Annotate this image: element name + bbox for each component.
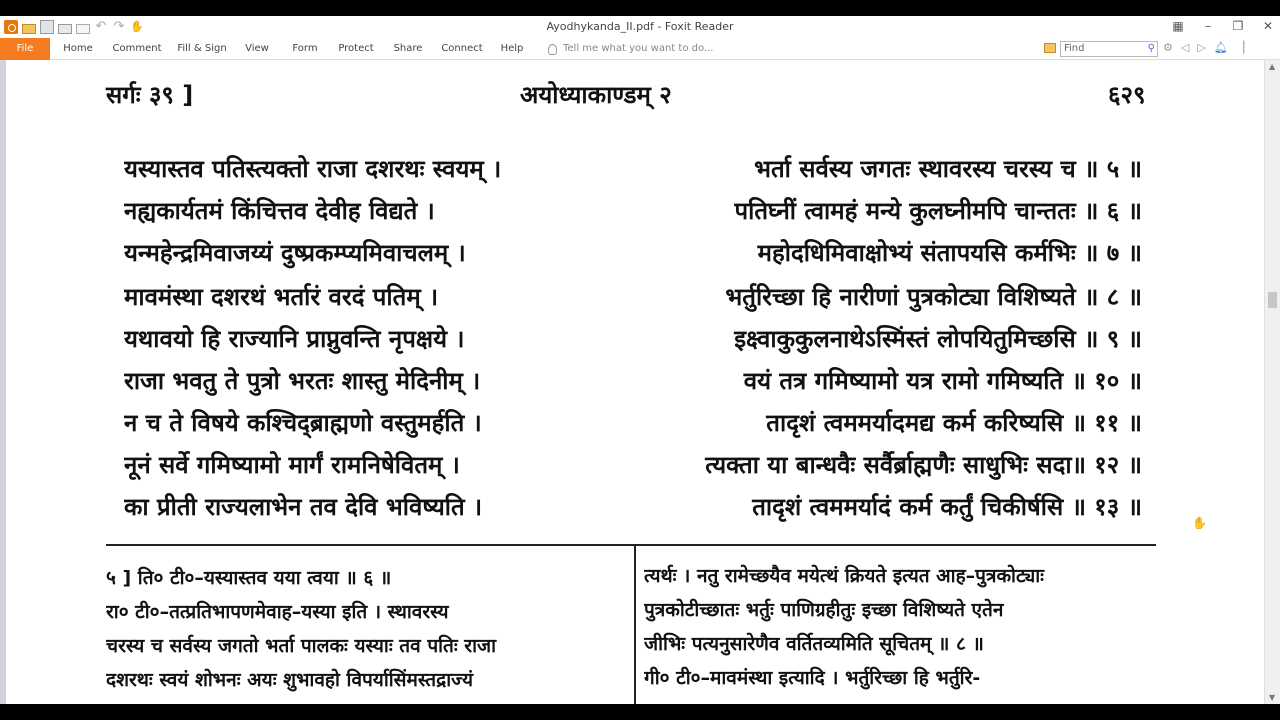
- verse-first-half: का प्रीती राज्यलाभेन तव देवि भविष्यति ।: [124, 493, 483, 521]
- title-bar: [0, 16, 1280, 38]
- lightbulb-icon: [548, 44, 557, 55]
- restore-button[interactable]: ❐: [1232, 19, 1244, 33]
- verse-row: [124, 322, 1142, 360]
- hand-cursor-icon: ✋: [1192, 516, 1207, 530]
- gear-icon[interactable]: ⚙: [1163, 41, 1173, 54]
- scrollbar-thumb[interactable]: [1268, 292, 1277, 308]
- tab-form[interactable]: Form: [292, 43, 318, 54]
- verse-second-half: महोदधिमिवाक्षोभ्यं संतापयसि कर्मभिः ॥ ७ ॥: [757, 239, 1142, 267]
- verse-second-half: भर्तुरिच्छा हि नारीणां पुत्रकोट्या विशिष्यते ॥ ८ ॥: [725, 283, 1142, 311]
- commentary-right-line: त्यर्थः । नतु रामेच्छयैव मयेत्थं क्रियते इत्यत आह–पुत्रकोट्याः: [644, 565, 1045, 587]
- previous-icon[interactable]: ◁: [1180, 41, 1190, 54]
- close-button[interactable]: ✕: [1262, 19, 1274, 33]
- verse-first-half: मावमंस्था दशरथं भर्तारं वरदं पतिम् ।: [124, 283, 439, 311]
- verse-first-half: नूनं सर्वे गमिष्यामो मार्गं रामनिषेवितम् ।: [124, 451, 460, 479]
- tab-help[interactable]: Help: [500, 43, 524, 54]
- page-header-left: सर्गः ३९ ]: [106, 81, 194, 109]
- verse-second-half: पतिघ्नीं त्वामहं मन्ये कुलघ्नीमपि चान्ततः ॥ ६ ॥: [734, 197, 1142, 225]
- commentary-right-line: गी० टी०–मावमंस्था इत्यादि । भर्तुरिच्छा हि भर्तुरि-: [644, 667, 981, 689]
- verse-row: [124, 152, 1142, 190]
- vertical-scrollbar[interactable]: [1264, 60, 1280, 704]
- scroll-up-icon[interactable]: ▲: [1269, 62, 1276, 71]
- commentary-left-line: चरस्य च सर्वस्य जगतो भर्ता पालकः यस्याः तव पतिः राजा: [106, 635, 497, 657]
- verse-first-half: नह्यकार्यतमं किंचित्तव देवीह विद्यते ।: [124, 197, 435, 225]
- verse-second-half: तादृशं त्वममर्यादं कर्म कर्तुं चिकीर्षसि ॥ १३ ॥: [752, 493, 1142, 521]
- tell-me-placeholder: Tell me what you want to do...: [563, 43, 714, 54]
- tab-file[interactable]: File: [0, 38, 50, 60]
- folder-icon[interactable]: [1044, 43, 1056, 53]
- verse-first-half: यथावयो हि राज्यानि प्राप्नुवन्ति नृपक्षये ।: [124, 325, 465, 353]
- column-divider: [634, 546, 636, 704]
- verse-row: [124, 364, 1142, 402]
- pdf-page: [6, 60, 1258, 704]
- tab-protect[interactable]: Protect: [338, 43, 374, 54]
- find-input[interactable]: [1060, 41, 1158, 57]
- collapse-ribbon-icon[interactable]: ▕: [1235, 41, 1245, 54]
- verse-row: [124, 406, 1142, 444]
- commentary-right-line: जीभिः पत्यनुसारेणैव वर्तितव्यमिति सूचितम् ॥ ८ ॥: [644, 633, 984, 655]
- bottom-black-band: [0, 704, 1280, 720]
- window-title: Ayodhykanda_II.pdf - Foxit Reader: [546, 20, 734, 33]
- page-header-right: ६२९: [1108, 81, 1146, 109]
- commentary-left-line: दशरथः स्वयं शोभनः अयः शुभावहो विपर्यासिंमस्तद्राज्यं: [106, 669, 473, 691]
- verse-row: [124, 236, 1142, 274]
- commentary-divider: [106, 544, 1156, 546]
- search-icon[interactable]: ⚲: [1147, 43, 1155, 54]
- tab-comment[interactable]: Comment: [112, 43, 162, 54]
- find-placeholder: Find: [1064, 43, 1085, 54]
- scroll-down-icon[interactable]: ▼: [1269, 693, 1276, 702]
- verse-row: [124, 448, 1142, 486]
- ribbon-tabs: [0, 38, 1280, 60]
- tab-connect[interactable]: Connect: [441, 43, 483, 54]
- bell-icon[interactable]: 🔔︎: [1213, 41, 1228, 54]
- undo-icon[interactable]: ↶: [95, 19, 107, 34]
- verse-first-half: यस्यास्तव पतिस्त्यक्तो राजा दशरथः स्वयम् ।: [124, 155, 502, 183]
- top-black-band: [0, 0, 1280, 16]
- verse-second-half: त्यक्ता या बान्धवैः सर्वैर्ब्राह्मणैः साधुभिः सदा॥ १२ ॥: [705, 451, 1142, 479]
- commentary-left-line: रा० टी०–तत्प्रतिभापणमेवाह–यस्या इति । स्थावरस्य: [106, 601, 449, 623]
- commentary-right-line: पुत्रकोटीच्छातः भर्तुः पाणिग्रहीतुः इच्छा विशिष्यते एतेन: [644, 599, 1004, 621]
- verse-first-half: राजा भवतु ते पुत्रो भरतः शास्तु मेदिनीम् ।: [124, 367, 481, 395]
- page-header-center: अयोध्याकाण्डम् २: [520, 81, 672, 109]
- verse-second-half: तादृशं त्वममर्यादमद्य कर्म करिष्यसि ॥ ११ ॥: [766, 409, 1142, 437]
- tab-view[interactable]: View: [245, 43, 269, 54]
- window-controls: [1170, 19, 1276, 33]
- verse-row: [124, 490, 1142, 528]
- next-icon[interactable]: ▷: [1197, 41, 1206, 54]
- verse-second-half: इक्ष्वाकुकुलनाथेऽस्मिंस्तं लोपयितुमिच्छसि ॥ ९ ॥: [734, 325, 1142, 353]
- verse-second-half: वयं तत्र गमिष्यामो यत्र रामो गमिष्यति ॥ १० ॥: [743, 367, 1142, 395]
- tell-me-box[interactable]: [548, 41, 713, 57]
- document-area[interactable]: [0, 60, 1264, 704]
- tab-fill-sign[interactable]: Fill & Sign: [177, 43, 227, 54]
- hand-tool-icon[interactable]: ✋: [130, 20, 144, 33]
- verse-second-half: भर्ता सर्वस्य जगतः स्थावरस्य चरस्य च ॥ ५ ॥: [754, 155, 1142, 183]
- redo-icon[interactable]: ↷: [113, 19, 125, 34]
- minimize-button[interactable]: –: [1205, 19, 1211, 33]
- verse-first-half: न च ते विषये कश्चिद्ब्राह्मणो वस्तुमर्हति ।: [124, 409, 482, 437]
- commentary-left-line: ५ ] ति० टी०–यस्यास्तव यया त्वया ॥ ६ ॥: [106, 567, 392, 589]
- tab-home[interactable]: Home: [63, 43, 93, 54]
- layout-icon[interactable]: ▦: [1172, 19, 1184, 33]
- verse-row: [124, 194, 1142, 232]
- verse-row: [124, 280, 1142, 318]
- verse-first-half: यन्महेन्द्रमिवाजय्यं दुष्प्रकम्प्यमिवाचलम् ।: [124, 239, 466, 267]
- tab-share[interactable]: Share: [393, 43, 423, 54]
- ribbon-right-tools: [1163, 41, 1244, 54]
